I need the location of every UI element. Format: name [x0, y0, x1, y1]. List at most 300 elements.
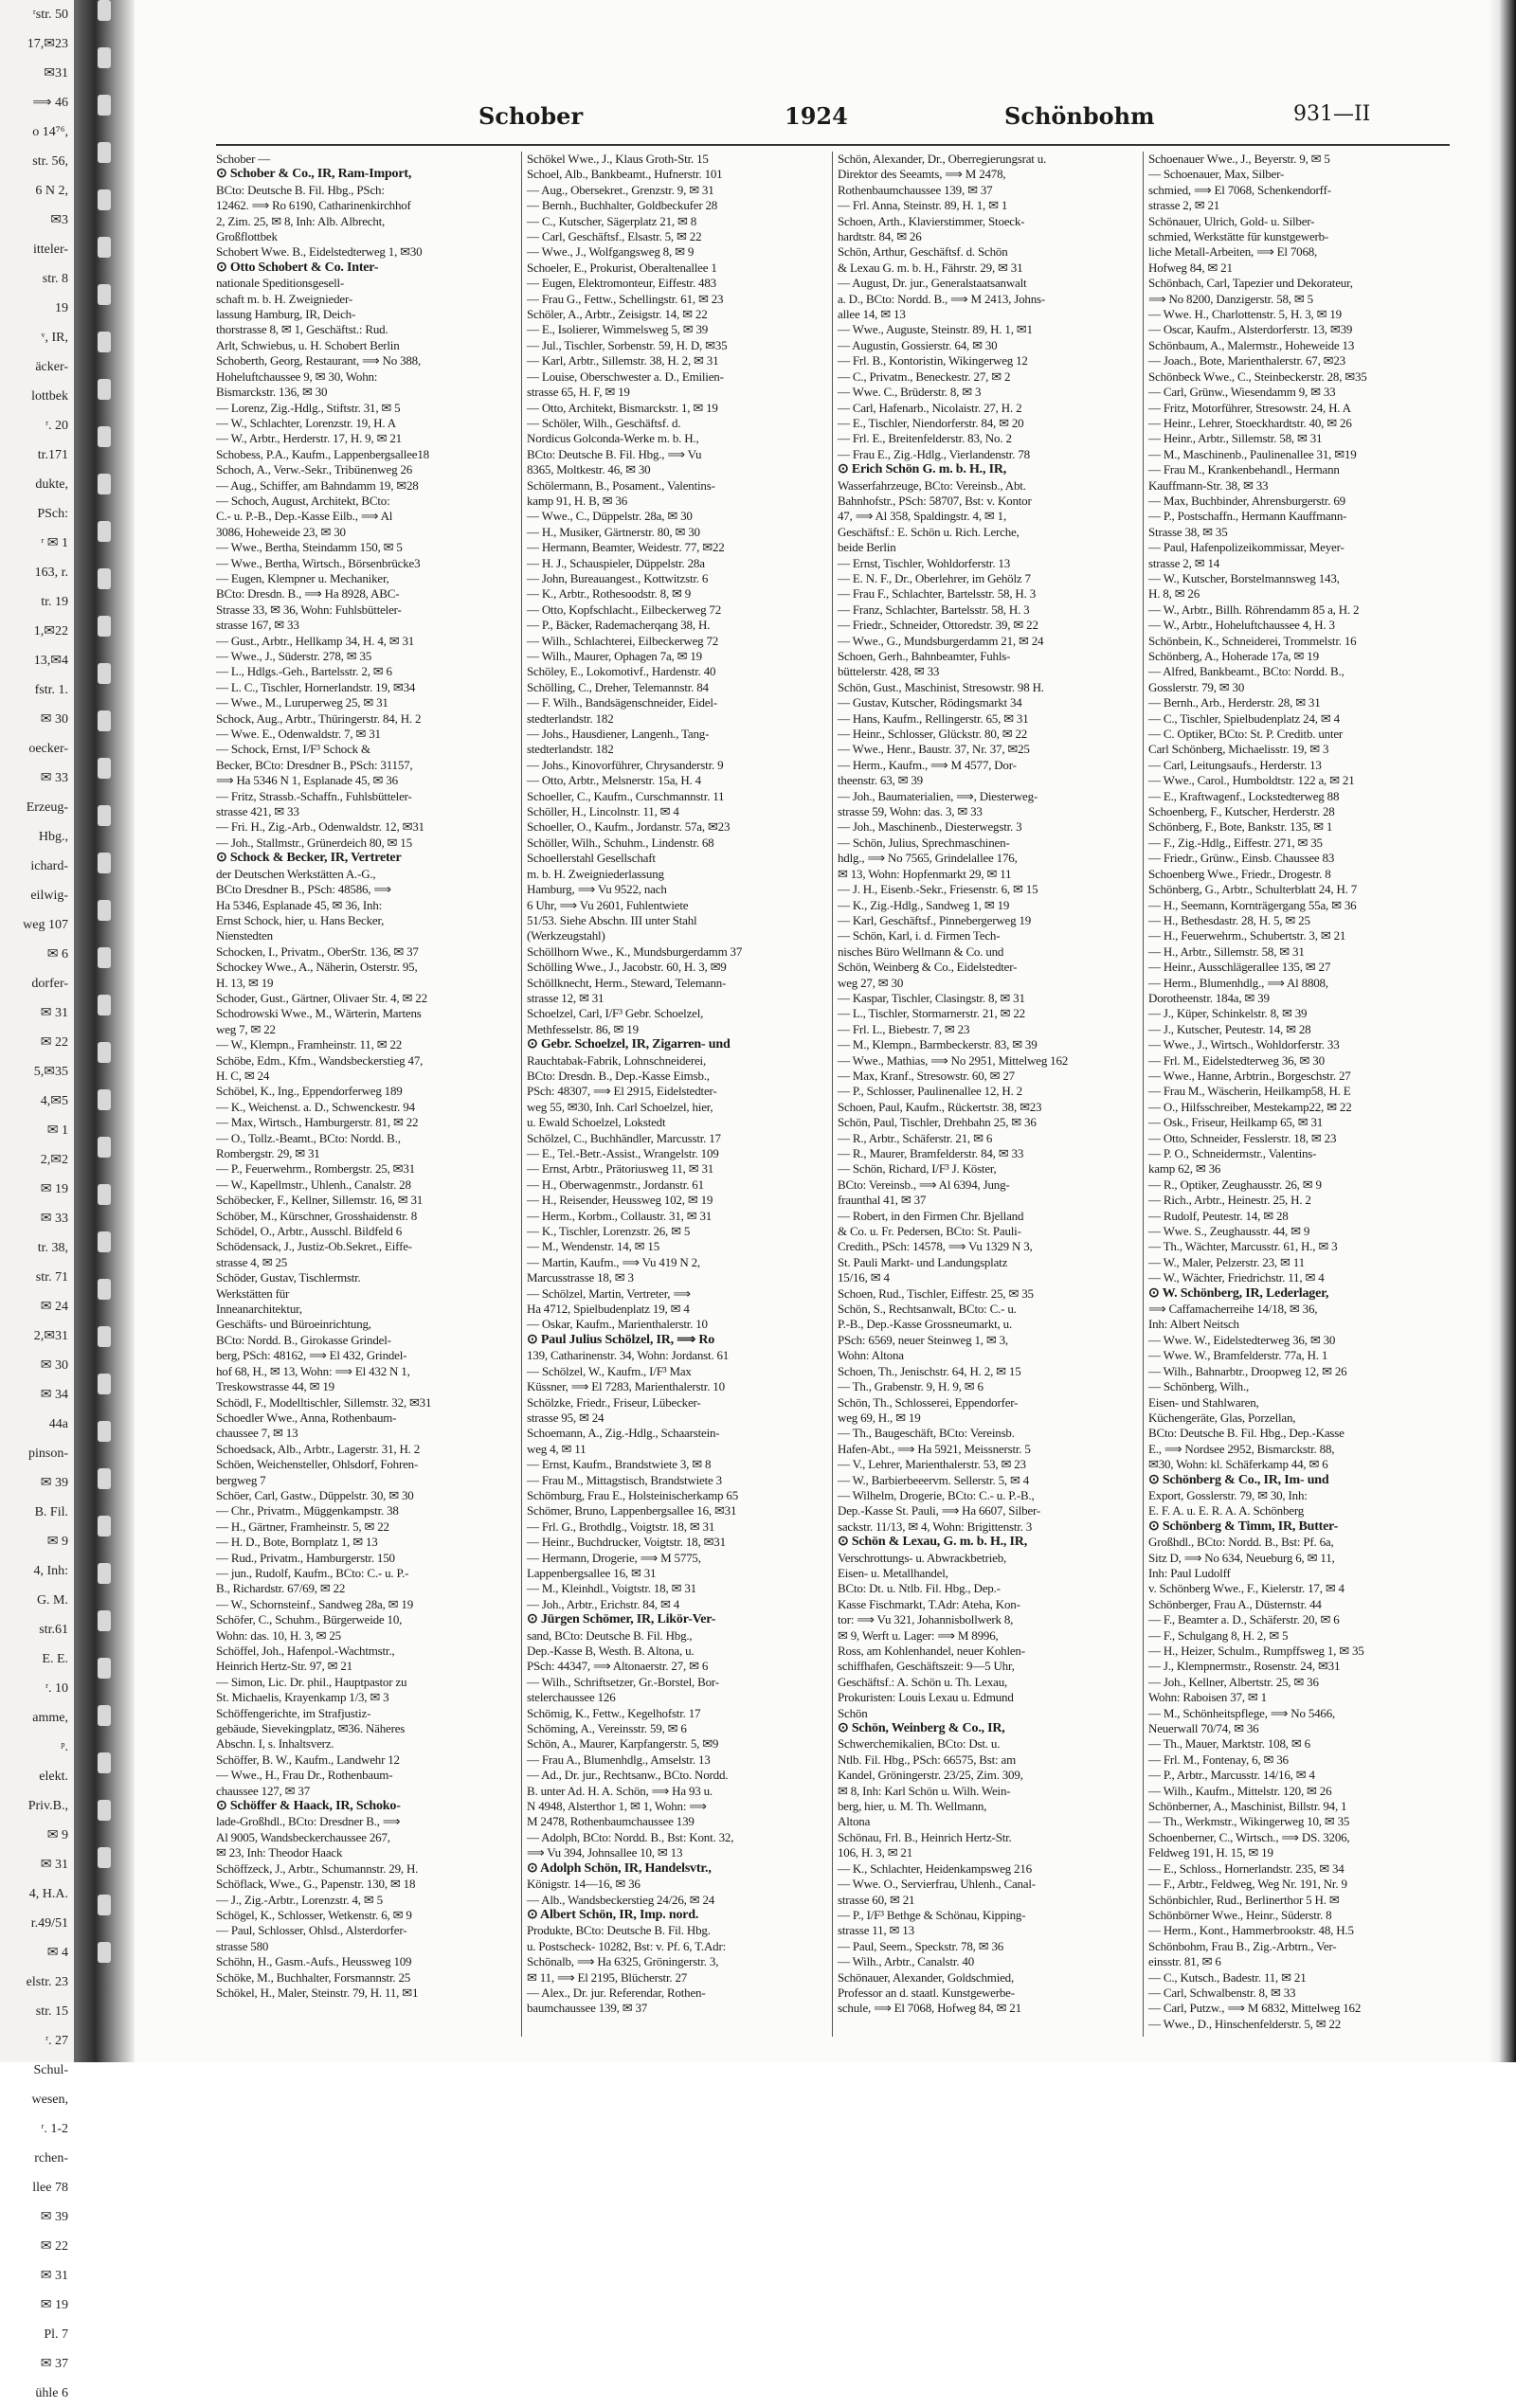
directory-entry-line: Inh: Paul Ludolff [1148, 1565, 1231, 1580]
binding-hole [98, 95, 111, 116]
edge-text-fragment: G. M. [36, 1593, 68, 1608]
directory-entry-line: — F., Beamter a. D., Schäferstr. 20, ✉ 6 [1148, 1612, 1340, 1627]
directory-entry-line: — H., Gärtner, Framheinstr. 5, ✉ 22 [216, 1518, 389, 1534]
edge-text-fragment: ✉ 4 [46, 1946, 68, 1960]
directory-entry-line: — P., I/F³ Bethge & Schönau, Kipping- [838, 1907, 1026, 1922]
directory-entry-line: BCto: Vereinsb., ⟹ Al 6394, Jung- [838, 1177, 1010, 1192]
directory-entry-line: — Wwe. W., Bramfelderstr. 77a, H. 1 [1148, 1348, 1328, 1363]
directory-entry-line: BCto: Dresdn. B., ⟹ Ha 8928, ABC- [216, 586, 400, 602]
directory-entry-line: ⊙ Schön & Lexau, G. m. b. H., IR, [838, 1535, 1027, 1550]
binding-hole [98, 1279, 111, 1300]
directory-entry-line: — H., Seemann, Kornträgergang 55a, ✉ 36 [1148, 897, 1357, 912]
directory-entry-line: Wohn: das. 10, H. 3, ✉ 25 [216, 1627, 341, 1643]
directory-entry-line: Geschäftsf.: E. Schön u. Rich. Lerche, [838, 524, 1020, 539]
directory-entry-line: Rombergstr. 29, ✉ 31 [216, 1146, 320, 1160]
directory-entry-line: Schoel, Alb., Bankbeamt., Hufnerstr. 101 [527, 167, 723, 182]
directory-entry-line: Eisen- u. Metallhandel, [838, 1565, 948, 1580]
edge-text-fragment: ʳ. 20 [45, 419, 68, 433]
directory-entry-line: ✉ 9, Werft u. Lager: ⟹ M 8996, [838, 1627, 999, 1643]
directory-entry-line: Arlt, Schwiebus, u. H. Schobert Berlin [216, 337, 400, 352]
edge-text-fragment: llee 78 [32, 2181, 68, 2195]
directory-entry-line: — O., Tollz.-Beamt., BCto: Nordd. B., [216, 1130, 401, 1145]
directory-entry-line: — W., Maler, Pelzerstr. 23, ✉ 11 [1148, 1254, 1305, 1269]
binding-hole [98, 1421, 111, 1442]
edge-text-fragment: ✉ 24 [40, 1300, 68, 1314]
directory-entry-line: — Wwe. H., Charlottenstr. 5, H. 3, ✉ 19 [1148, 307, 1342, 322]
directory-entry-line: Schöffzeck, J., Arbtr., Schumannstr. 29, H. [216, 1860, 419, 1876]
directory-entry-line: — W., Kutscher, Borstelmannsweg 143, [1148, 570, 1340, 585]
directory-entry-line: strasse 421, ✉ 33 [216, 804, 299, 819]
binding-hole [98, 1231, 111, 1252]
directory-entry-line: 12462. ⟹ Ro 6190, Catharinenkirchhof [216, 198, 411, 213]
directory-entry-line: Feldweg 191, H. 15, ✉ 19 [1148, 1845, 1273, 1860]
edge-text-fragment: 13,✉4 [33, 654, 68, 668]
directory-entry-line: — Kaspar, Tischler, Clasingstr. 8, ✉ 31 [838, 990, 1025, 1005]
directory-entry-line: 15/16, ✉ 4 [838, 1270, 890, 1285]
directory-entry-line: Ernst Schock, hier, u. Hans Becker, [216, 912, 385, 927]
directory-entry-line: ⊙ Schöffer & Haack, IR, Schoko- [216, 1799, 401, 1814]
directory-entry-line: — Herm., Blumenhdlg., ⟹ Al 8808, [1148, 975, 1328, 990]
directory-entry-line: PSch: 6569, neuer Steinweg 1, ✉ 3, [838, 1332, 1008, 1347]
edge-text-fragment: ✉ 31 [40, 1858, 68, 1872]
directory-entry-line: — Frau A., Blumenhdlg., Amselstr. 13 [527, 1752, 711, 1767]
directory-entry-line: — Heinr., Buchdrucker, Voigtstr. 18, ✉31 [527, 1535, 726, 1550]
directory-entry-line: ✉30, Wohn: kl. Schäferkamp 44, ✉ 6 [1148, 1457, 1328, 1472]
directory-entry-line: — P., Feuerwehrm., Rombergstr. 25, ✉31 [216, 1161, 415, 1177]
directory-entry-line: — Heinr., Schlosser, Glückstr. 80, ✉ 22 [838, 727, 1028, 742]
directory-entry-line: ⊙ Schönberg & Timm, IR, Butter- [1148, 1518, 1339, 1534]
directory-entry-line: — C., Privatm., Beneckestr. 27, ✉ 2 [838, 368, 1011, 384]
directory-entry-line: PSch: 48307, ⟹ El 2915, Eidelstedter- [527, 1084, 717, 1099]
binding-hole [98, 758, 111, 779]
directory-entry-line: schmied, ⟹ El 7068, Schenkendorff- [1148, 182, 1331, 197]
directory-entry-line: Neuerwall 70/74, ✉ 36 [1148, 1721, 1259, 1736]
directory-entry-line: Schöllhorn Wwe., K., Mundsburgerdamm 37 [527, 943, 743, 959]
binding-hole [98, 1137, 111, 1158]
directory-entry-line: BCto: Nordd. B., Girokasse Grindel- [216, 1332, 391, 1347]
directory-entry-line: — Wilhelm, Drogerie, BCto: C.- u. P.-B., [838, 1487, 1035, 1502]
directory-entry-line: — Herm., Korbm., Collaustr. 31, ✉ 31 [527, 1208, 713, 1223]
directory-entry-line: — Johs., Kinovorführer, Chrysanderstr. 9 [527, 757, 724, 772]
directory-entry-line: — Johs., Hausdiener, Langenh., Tang- [527, 727, 710, 742]
directory-entry-line: Schöming, A., Vereinsstr. 59, ✉ 6 [527, 1721, 687, 1736]
directory-entry-line: — Karl, Arbtr., Sillemstr. 38, H. 2, ✉ 31 [527, 353, 719, 368]
directory-entry-line: berg, PSch: 48162, ⟹ El 432, Grindel- [216, 1348, 407, 1363]
directory-entry-line: thorstrasse 8, ✉ 1, Geschäftst.: Rud. [216, 322, 388, 337]
binding-hole [98, 1089, 111, 1110]
directory-entry-line: — Jul., Tischler, Sorbenstr. 59, H. D, ✉35 [527, 337, 728, 352]
directory-entry-line: Schöke, M., Buchhalter, Forsmannstr. 25 [216, 1969, 411, 1985]
directory-entry-line: — W., Klempn., Framheinstr. 11, ✉ 22 [216, 1037, 403, 1052]
edge-text-fragment: ✉ 33 [40, 771, 68, 785]
edge-text-fragment: tr. 19 [41, 595, 68, 609]
directory-entry-line: Eisen- und Stahlwaren, [1148, 1394, 1259, 1410]
directory-entry-line: N 4948, Alsterthor 1, ✉ 1, Wohn: ⟹ [527, 1799, 707, 1814]
binding-hole [98, 1658, 111, 1679]
edge-text-fragment: ʳ. 27 [45, 2034, 68, 2048]
page-right-edge [1488, 0, 1516, 2062]
directory-entry-line: Direktor des Seeamts, ⟹ M 2478, [838, 167, 1006, 182]
directory-entry-line: tor: ⟹ Vu 321, Johannisbollwerk 8, [838, 1612, 1014, 1627]
directory-entry-line: ⟹ Caffamacherreihe 14/18, ✉ 36, [1148, 1302, 1318, 1317]
directory-entry-line: — Wwe., Hanne, Arbtrin., Borgeschstr. 27 [1148, 1068, 1351, 1083]
directory-entry-line: Geschäftsf.: A. Schön u. Th. Lexau, [838, 1674, 1008, 1689]
header-last-name: Schönbohm [1004, 102, 1155, 130]
directory-entry-line: — Frau M., Wäscherin, Heilkamp58, H. E [1148, 1084, 1351, 1099]
directory-entry-line: Schöbe, Edm., Kfm., Wandsbeckerstieg 47, [216, 1052, 424, 1068]
directory-entry-line: — P. O., Schneidermstr., Valentins- [1148, 1146, 1317, 1160]
binding-hole [98, 1374, 111, 1394]
directory-entry-line: Schönbein, K., Schneiderei, Trommelstr. 16 [1148, 633, 1357, 648]
binding-hole [98, 237, 111, 258]
directory-entry-line: Ntlb. Fil. Hbg., PSch: 66575, Bst: am [838, 1752, 1016, 1767]
directory-entry-line: Nienstedten [216, 928, 273, 943]
directory-entry-line: Schöder, Gustav, Tischlermstr. [216, 1270, 361, 1285]
binding-hole [98, 663, 111, 684]
directory-entry-line: nationale Speditionsgesell- [216, 276, 345, 291]
directory-entry-line: — C., Kutscher, Sägerplatz 21, ✉ 8 [527, 213, 697, 228]
directory-entry-line: stelerchaussee 126 [527, 1690, 616, 1705]
directory-entry-line: — L., Hdlgs.-Geh., Bartelsstr. 2, ✉ 6 [216, 664, 392, 679]
directory-entry-line: — W., Wächter, Friedrichstr. 11, ✉ 4 [1148, 1270, 1325, 1285]
directory-entry-line: — Oscar, Kaufm., Alsterdorferstr. 13, ✉39 [1148, 322, 1353, 337]
directory-entry-line: — Schoenauer, Max, Silber- [1148, 167, 1285, 182]
directory-entry-line: Schömer, Bruno, Lappenbergsallee 16, ✉31 [527, 1503, 737, 1518]
directory-entry-line: BCto: Deutsche B. Fil. Hbg., Dep.-Kasse [1148, 1426, 1345, 1441]
edge-text-fragment: E. E. [42, 1652, 68, 1666]
directory-entry-line: ✉ 11, ⟹ El 2195, Blücherstr. 27 [527, 1969, 688, 1985]
directory-entry-line: — Wwe., Auguste, Steinstr. 89, H. 1, ✉1 [838, 322, 1033, 337]
directory-entry-line: Schönberg, F., Bote, Bankstr. 135, ✉ 1 [1148, 819, 1333, 835]
directory-entry-line: — Carl, Schwalbenstr. 8, ✉ 33 [1148, 1985, 1296, 2000]
directory-entry-line: — Otto, Architekt, Bismarckstr. 1, ✉ 19 [527, 400, 718, 415]
directory-entry-line: Schöfer, C., Schuhm., Bürgerweide 10, [216, 1612, 403, 1627]
directory-entry-line: — Wilh., Schriftsetzer, Gr.-Borstel, Bor- [527, 1674, 719, 1689]
directory-entry-line: Carl Schönberg, Michaelisstr. 19, ✉ 3 [1148, 742, 1329, 757]
edge-text-fragment: PSch: [37, 507, 68, 521]
directory-entry-line: Abschn. I, s. Inhaltsverz. [216, 1736, 334, 1752]
edge-text-fragment: ✉ 9 [46, 1535, 68, 1549]
directory-entry-line: — Wwe., H., Frau Dr., Rothenbaum- [216, 1768, 393, 1783]
directory-entry-line: u. Ewald Schoelzel, Lokstedt [527, 1115, 666, 1130]
directory-entry-line: — K., Zig.-Hdlg., Sandweg 1, ✉ 19 [838, 897, 1010, 912]
directory-entry-line: & Lexau G. m. b. H., Fährstr. 29, ✉ 31 [838, 260, 1023, 275]
directory-entry-line: — Wwe., Bertha, Wirtsch., Börsenbrücke3 [216, 555, 421, 570]
directory-entry-line: Schön [838, 1705, 868, 1720]
directory-entry-line: Schoberth, Georg, Restaurant, ⟹ No 388, [216, 353, 422, 368]
directory-entry-line: — Otto, Arbtr., Melsnerstr. 15a, H. 4 [527, 773, 701, 788]
directory-entry-line: — Wilh., Bahnarbtr., Droopweg 12, ✉ 26 [1148, 1363, 1347, 1378]
directory-entry-line: — Bernh., Arb., Herderstr. 28, ✉ 31 [1148, 695, 1321, 710]
edge-text-fragment: Pl. 7 [44, 2327, 68, 2342]
directory-entry-line: — W., Barbierbeeervm. Sellerstr. 5, ✉ 4 [838, 1472, 1030, 1487]
edge-text-fragment: str. 8 [42, 272, 68, 286]
directory-entry-line: ⊙ Schönberg & Co., IR, Im- und [1148, 1472, 1329, 1487]
edge-text-fragment: amme, [32, 1711, 68, 1725]
directory-entry-line: Großhdl., BCto: Nordd. B., Bst: Pf. 6a, [1148, 1535, 1334, 1550]
directory-entry-line: Schöffengerichte, im Strafjustiz- [216, 1705, 371, 1720]
directory-entry-line: Dorotheenstr. 184a, ✉ 39 [1148, 990, 1270, 1005]
directory-entry-line: weg 55, ✉30, Inh. Carl Schoelzel, hier, [527, 1099, 713, 1114]
directory-entry-line: Schökel Wwe., J., Klaus Groth-Str. 15 [527, 152, 709, 166]
directory-entry-line: — Max, Wirtsch., Hamburgerstr. 81, ✉ 22 [216, 1115, 419, 1130]
edge-text-fragment: ʳ. 10 [45, 1681, 68, 1696]
directory-entry-line: kamp 91, H. B, ✉ 36 [527, 493, 628, 508]
directory-entry-line: — Fri. H., Zig.-Arb., Odenwaldstr. 12, ✉31 [216, 819, 424, 835]
directory-entry-line: — W., Arbtr., Hoheluftchaussee 4, H. 3 [1148, 618, 1335, 633]
edge-text-fragment: ᵛ, IR, [41, 331, 68, 345]
header-first-name: Schober [478, 102, 584, 130]
edge-text-fragment: ichard- [30, 859, 68, 873]
directory-entry-line: Schoch, A., Verw.-Sekr., Tribünenweg 26 [216, 462, 413, 477]
directory-entry-line: — Frau M., Mittagstisch, Brandstwiete 3 [527, 1472, 722, 1487]
directory-entry-line: Schönbaum, A., Malermstr., Hoheweide 13 [1148, 337, 1355, 352]
directory-entry-line: — E., Isolierer, Wimmelsweg 5, ✉ 39 [527, 322, 709, 337]
binding-hole [98, 1610, 111, 1631]
directory-entry-line: — Chr., Privatm., Müggenkampstr. 38 [216, 1503, 399, 1518]
edge-text-fragment: oecker- [28, 742, 68, 756]
directory-entry-line: Schön, A., Maurer, Karpfangerstr. 5, ✉9 [527, 1736, 719, 1752]
directory-entry-line: — H. J., Schauspieler, Düppelstr. 28a [527, 555, 705, 570]
edge-text-fragment: ʳ ✉ 1 [41, 536, 68, 550]
directory-entry-line: hdlg., ⟹ No 7565, Grindelallee 176, [838, 851, 1018, 866]
directory-entry-line: Schölzke, Friedr., Friseur, Lübecker- [527, 1394, 701, 1410]
directory-entry-line: allee 14, ✉ 13 [838, 307, 906, 322]
directory-entry-line: Schöley, E., Lokomotivf., Hardenstr. 40 [527, 664, 716, 679]
directory-entry-line: ⟹ Ha 5346 N 1, Esplanade 45, ✉ 36 [216, 773, 398, 788]
edge-text-fragment: 44a [48, 1417, 68, 1431]
directory-entry-line: — J., Küper, Schinkelstr. 8, ✉ 39 [1148, 1006, 1308, 1021]
edge-text-fragment: 2,✉31 [33, 1329, 68, 1343]
edge-text-fragment: str. 15 [35, 2004, 68, 2019]
edge-text-fragment: ✉ 39 [40, 2210, 68, 2224]
directory-entry-line: — Rudolf, Peutestr. 14, ✉ 28 [1148, 1208, 1289, 1223]
column-4 [1148, 152, 1450, 2037]
directory-entry-line: — Wwe., J., Wirtsch., Wohldorferstr. 33 [1148, 1037, 1340, 1052]
directory-entry-line: — Rich., Arbtr., Heinestr. 25, H. 2 [1148, 1193, 1311, 1208]
directory-entry-line: — Paul, Hafenpolizeikommissar, Meyer- [1148, 540, 1345, 555]
edge-text-fragment: 4, Inh: [33, 1564, 68, 1578]
directory-entry-line: — Schock, Ernst, I/F³ Schock & [216, 742, 370, 757]
directory-entry-line: Hoheluftchaussee 9, ✉ 30, Wohn: [216, 368, 378, 384]
directory-entry-line: der Deutschen Werkstätten A.-G., [216, 866, 376, 881]
previous-page-edge [0, 0, 74, 2400]
directory-entry-line: — Friedr., Schneider, Ottoredstr. 39, ✉ 22 [838, 618, 1038, 633]
directory-entry-line: Schobert Wwe. B., Eidelstedterweg 1, ✉30 [216, 244, 423, 260]
edge-text-fragment: ✉3 [50, 213, 68, 227]
binding-hole [98, 379, 111, 400]
directory-entry-line: nisches Büro Wellmann & Co. und [838, 943, 1004, 959]
directory-entry-line: — Wwe. W., Eidelstedterweg 36, ✉ 30 [1148, 1332, 1336, 1347]
binding-hole [98, 1800, 111, 1821]
directory-entry-line: Schödl, F., Modelltischler, Sillemstr. 32, ✉31 [216, 1394, 432, 1410]
directory-entry-line: Gosslerstr. 79, ✉ 30 [1148, 679, 1245, 694]
edge-text-fragment: Hbg., [38, 830, 68, 844]
edge-text-fragment: ✉ 31 [40, 2269, 68, 2283]
directory-entry-line: Verschrottungs- u. Abwrackbetrieb, [838, 1550, 1007, 1565]
directory-entry-line: — Frau M., Krankenbehandl., Hermann [1148, 462, 1340, 477]
directory-entry-line: — Wwe., Bertha, Steindamm 150, ✉ 5 [216, 540, 403, 555]
directory-entry-line: — Frl. M., Fontenay, 6, ✉ 36 [1148, 1752, 1289, 1767]
directory-entry-line: Schön, Th., Schlosserei, Eppendorfer- [838, 1394, 1019, 1410]
directory-entry-line: — O., Hilfsschreiber, Mestekamp22, ✉ 22 [1148, 1099, 1352, 1114]
directory-entry-line: — Frl. Anna, Steinstr. 89, H. 1, ✉ 1 [838, 198, 1008, 213]
directory-entry-line: Schoedler Wwe., Anna, Rothenbaum- [216, 1410, 397, 1425]
directory-entry-line: Schoenauer Wwe., J., Beyerstr. 9, ✉ 5 [1148, 152, 1330, 166]
directory-entry-line: Schöller, Wilh., Schuhm., Lindenstr. 68 [527, 835, 714, 850]
directory-entry-line: — F., Zig.-Hdlg., Eiffestr. 271, ✉ 35 [1148, 835, 1323, 850]
directory-entry-line: v. Schönberg Wwe., F., Kielerstr. 17, ✉ 4 [1148, 1581, 1345, 1596]
directory-entry-line: Schömburg, Frau E., Holsteinischerkamp 65 [527, 1487, 739, 1502]
directory-entry-line: — Carl, Geschäftsf., Elsastr. 5, ✉ 22 [527, 229, 702, 244]
directory-entry-line: — Frl. E., Breitenfelderstr. 83, No. 2 [838, 431, 1012, 446]
directory-entry-line: Schönbach, Carl, Tapezier und Dekorateur, [1148, 276, 1353, 291]
directory-entry-line: — Hermann, Beamter, Weidestr. 77, ✉22 [527, 540, 725, 555]
directory-entry-line: — Joh., Kellner, Albertstr. 25, ✉ 36 [1148, 1674, 1319, 1689]
edge-text-fragment: dukte, [35, 477, 68, 492]
column-3 [838, 152, 1139, 2037]
directory-entry-line: — Schölzel, W., Kaufm., I/F³ Max [527, 1363, 692, 1378]
directory-entry-line: Heinrich Hertz-Str. 97, ✉ 21 [216, 1659, 352, 1674]
directory-entry-line: — Th., Mauer, Marktstr. 108, ✉ 6 [1148, 1736, 1310, 1752]
directory-entry-line: — Oskar, Kaufm., Marienthalerstr. 10 [527, 1317, 708, 1332]
edge-text-fragment: eilwig- [30, 889, 68, 903]
directory-entry-line: ⊙ Albert Schön, IR, Imp. nord. [527, 1907, 699, 1922]
directory-entry-line: theenstr. 63, ✉ 39 [838, 773, 923, 788]
directory-entry-line: Dep.-Kasse St. Pauli, ⟹ Ha 6607, Silber- [838, 1503, 1041, 1518]
directory-entry-line: Schoder, Gust., Gärtner, Olivaer Str. 4, ✉ 22 [216, 990, 427, 1005]
directory-entry-line: Schöen, Weichensteller, Ohlsdorf, Fohren- [216, 1457, 419, 1472]
edge-text-fragment: ✉ 33 [40, 1212, 68, 1226]
directory-entry-line: — E., Tel.-Betr.-Assist., Wrangelstr. 109 [527, 1146, 719, 1160]
directory-entry-line: — J., Klempnermstr., Rosenstr. 24, ✉31 [1148, 1659, 1341, 1674]
edge-text-fragment: ✉ 9 [46, 1828, 68, 1842]
directory-entry-line: liche Metall-Arbeiten, ⟹ El 7068, [1148, 244, 1318, 260]
directory-entry-line: beide Berlin [838, 540, 896, 555]
directory-entry-line: — Frl. L., Biebestr. 7, ✉ 23 [838, 1021, 970, 1036]
directory-entry-line: ⊙ Erich Schön G. m. b. H., IR, [838, 462, 1007, 477]
directory-entry-line: strasse 65, H. F, ✉ 19 [527, 385, 630, 400]
edge-text-fragment: ✉ 22 [40, 2239, 68, 2254]
directory-entry-line: Schön, S., Rechtsanwalt, BCto: C.- u. [838, 1302, 1017, 1317]
directory-entry-line: chaussee 127, ✉ 37 [216, 1783, 310, 1798]
directory-entry-line: — Frl. B., Kontoristin, Wikingerweg 12 [838, 353, 1028, 368]
directory-entry-line: Geschäfts- und Büroeinrichtung, [216, 1317, 371, 1332]
directory-entry-line: BCto Dresdner B., PSch: 48586, ⟹ [216, 882, 391, 897]
directory-entry-line: BCto: Dresdn. B., Dep.-Kasse Eimsb., [527, 1068, 710, 1083]
directory-entry-line: Wohn: Raboisen 37, ✉ 1 [1148, 1690, 1267, 1705]
directory-entry-line: Schön, Gust., Maschinist, Stresowstr. 98 H. [838, 679, 1044, 694]
directory-entry-line: — Karl, Geschäftsf., Pinnebergerweg 19 [838, 912, 1032, 927]
directory-entry-line: — Heinr., Lehrer, Stoeckhardtstr. 40, ✉ 26 [1148, 415, 1352, 430]
directory-entry-line: Schoenberg Wwe., Friedr., Drogestr. 8 [1148, 866, 1331, 881]
column-2 [527, 152, 828, 2037]
directory-entry-line: — Ernst, Tischler, Wohldorferstr. 13 [838, 555, 1011, 570]
directory-entry-line: Schömig, K., Fettw., Kegelhofstr. 17 [527, 1705, 701, 1720]
directory-entry-line: — Wwe., Carol., Humboldtstr. 122 a, ✉ 21 [1148, 773, 1355, 788]
edge-text-fragment: 5,✉35 [33, 1065, 68, 1079]
directory-entry-line: — Schön, Richard, I/F³ J. Köster, [838, 1161, 997, 1177]
directory-entry-line: sackstr. 11/13, ✉ 4, Wohn: Brigittenstr. 3 [838, 1518, 1033, 1534]
directory-entry-line: 6 Uhr, ⟹ Vu 2601, Fuhlentwiete [527, 897, 689, 912]
directory-entry-line: Schoen, Arth., Klavierstimmer, Stoeck- [838, 213, 1025, 228]
directory-entry-line: — C., Tischler, Spielbudenplatz 24, ✉ 4 [1148, 710, 1340, 726]
header-year: 1924 [785, 102, 848, 130]
directory-entry-line: — F., Schulgang 8, H. 2, ✉ 5 [1148, 1627, 1289, 1643]
edge-text-fragment: 163, r. [34, 566, 68, 580]
directory-entry-line: strasse 59, Wohn: das. 3, ✉ 33 [838, 804, 983, 819]
directory-entry-line: — Simon, Lic. Dr. phil., Hauptpastor zu [216, 1674, 407, 1689]
binding-hole [98, 521, 111, 542]
directory-entry-line: — K., Tischler, Lorenzstr. 26, ✉ 5 [527, 1224, 691, 1239]
edge-text-fragment: ✉ 39 [40, 1476, 68, 1490]
directory-entry-line: Schoen, Gerh., Bahnbeamter, Fuhls- [838, 649, 1011, 663]
directory-entry-line: — John, Bureauangest., Kottwitzstr. 6 [527, 570, 709, 585]
edge-text-fragment: itteler- [32, 243, 68, 257]
directory-entry-line: & Co. u. Fr. Pedersen, BCto: St. Pauli- [838, 1224, 1021, 1239]
directory-entry-line: — P., Postschaffn., Hermann Kauffmann- [1148, 509, 1347, 524]
directory-entry-line: — H., Feuerwehrm., Schubertstr. 3, ✉ 21 [1148, 928, 1346, 943]
directory-entry-line: Ha 4712, Spielbudenplatz 19, ✉ 4 [527, 1302, 690, 1317]
edge-text-fragment: ühle 6 [35, 2386, 68, 2400]
directory-entry-line: — Frl. G., Brothdlg., Voigtstr. 18, ✉ 31 [527, 1518, 715, 1534]
directory-entry-line: ⟹ No 8200, Danzigerstr. 58, ✉ 5 [1148, 291, 1313, 306]
directory-entry-line: M 2478, Rothenbaumchaussee 139 [527, 1814, 695, 1829]
directory-entry-line: — Hermann, Drogerie, ⟹ M 5775, [527, 1550, 701, 1565]
edge-text-fragment: weg 107 [23, 918, 68, 932]
directory-entry-line: Schölling, C., Dreher, Telemannstr. 84 [527, 679, 709, 694]
directory-entry-line: Schöflack, Wwe., G., Papenstr. 130, ✉ 18 [216, 1877, 416, 1892]
binding-hole [98, 1563, 111, 1584]
directory-entry-line: Nordicus Golconda-Werke m. b. H., [527, 431, 699, 446]
directory-entry-line: — Gust., Arbtr., Hellkamp 34, H. 4, ✉ 31 [216, 633, 415, 648]
directory-entry-line: — Aug., Schiffer, am Bahndamm 19, ✉28 [216, 477, 419, 493]
directory-entry-line: ⊙ Schober & Co., IR, Ram-Import, [216, 167, 412, 182]
directory-entry-line: — Alfred, Bankbeamt., BCto: Nordd. B., [1148, 664, 1345, 679]
directory-entry-line: — E. N. F., Dr., Oberlehrer, im Gehölz 7 [838, 570, 1031, 585]
directory-entry-line: Schönberner, A., Maschinist, Billstr. 94, 1 [1148, 1799, 1347, 1814]
binding-hole [98, 805, 111, 826]
directory-entry-line: — Max, Kranf., Stresowstr. 60, ✉ 27 [838, 1068, 1015, 1083]
directory-entry-line: fraunthal 41, ✉ 37 [838, 1193, 927, 1208]
directory-entry-line: — E., Kraftwagenf., Lockstedterweg 88 [1148, 788, 1340, 803]
directory-entry-line: — Ernst, Arbtr., Prätoriusweg 11, ✉ 31 [527, 1161, 714, 1177]
directory-entry-line: Sitz D, ⟹ No 634, Neueburg 6, ✉ 11, [1148, 1550, 1335, 1565]
directory-entry-line: 106, H. 3, ✉ 21 [838, 1845, 913, 1860]
directory-entry-line: BCto: Dt. u. Ntlb. Fil. Hbg., Dep.- [838, 1581, 1001, 1596]
directory-entry-line: Schöffer, B. W., Kaufm., Landwehr 12 [216, 1752, 400, 1767]
directory-entry-line: Bahnhofstr., PSch: 58707, Bst: v. Kontor [838, 493, 1032, 508]
directory-entry-line: — Th., Wächter, Marcusstr. 61, H., ✉ 3 [1148, 1239, 1338, 1254]
edge-text-fragment: äcker- [35, 360, 68, 374]
directory-entry-line: chaussee 7, ✉ 13 [216, 1426, 298, 1441]
directory-entry-line: — L. C., Tischler, Hornerlandstr. 19, ✉34 [216, 679, 416, 694]
directory-entry-line: Schoellerstahl Gesellschaft [527, 851, 656, 866]
directory-entry-line: Schönberger, Frau A., Düsternstr. 44 [1148, 1596, 1322, 1611]
directory-entry-line: — H., Arbtr., Sillemstr. 58, ✉ 31 [1148, 943, 1305, 959]
directory-entry-line: u. Postscheck- 10282, Bst: v. Pf. 6, T.Adr: [527, 1938, 726, 1953]
directory-entry-line: — Fritz, Motorführer, Stresowstr. 24, H. A [1148, 400, 1351, 415]
edge-text-fragment: tr.171 [37, 448, 68, 462]
directory-entry-line: — Rud., Privatm., Hamburgerstr. 150 [216, 1550, 395, 1565]
directory-entry-line: — W., Kapellmstr., Uhlenh., Canalstr. 28 [216, 1177, 411, 1192]
edge-text-fragment: elekt. [39, 1770, 68, 1784]
directory-entry-line: — C., Kutsch., Badestr. 11, ✉ 21 [1148, 1969, 1307, 1985]
directory-entry-line: — Wilh., Kaufm., Mittelstr. 120, ✉ 26 [1148, 1783, 1332, 1798]
directory-entry-line: Credith., PSch: 14578, ⟹ Vu 1329 N 3, [838, 1239, 1033, 1254]
directory-entry-line: strasse 4, ✉ 25 [216, 1254, 288, 1269]
directory-entry-line: Schoeller, O., Kaufm., Jordanstr. 57a, ✉23 [527, 819, 731, 835]
